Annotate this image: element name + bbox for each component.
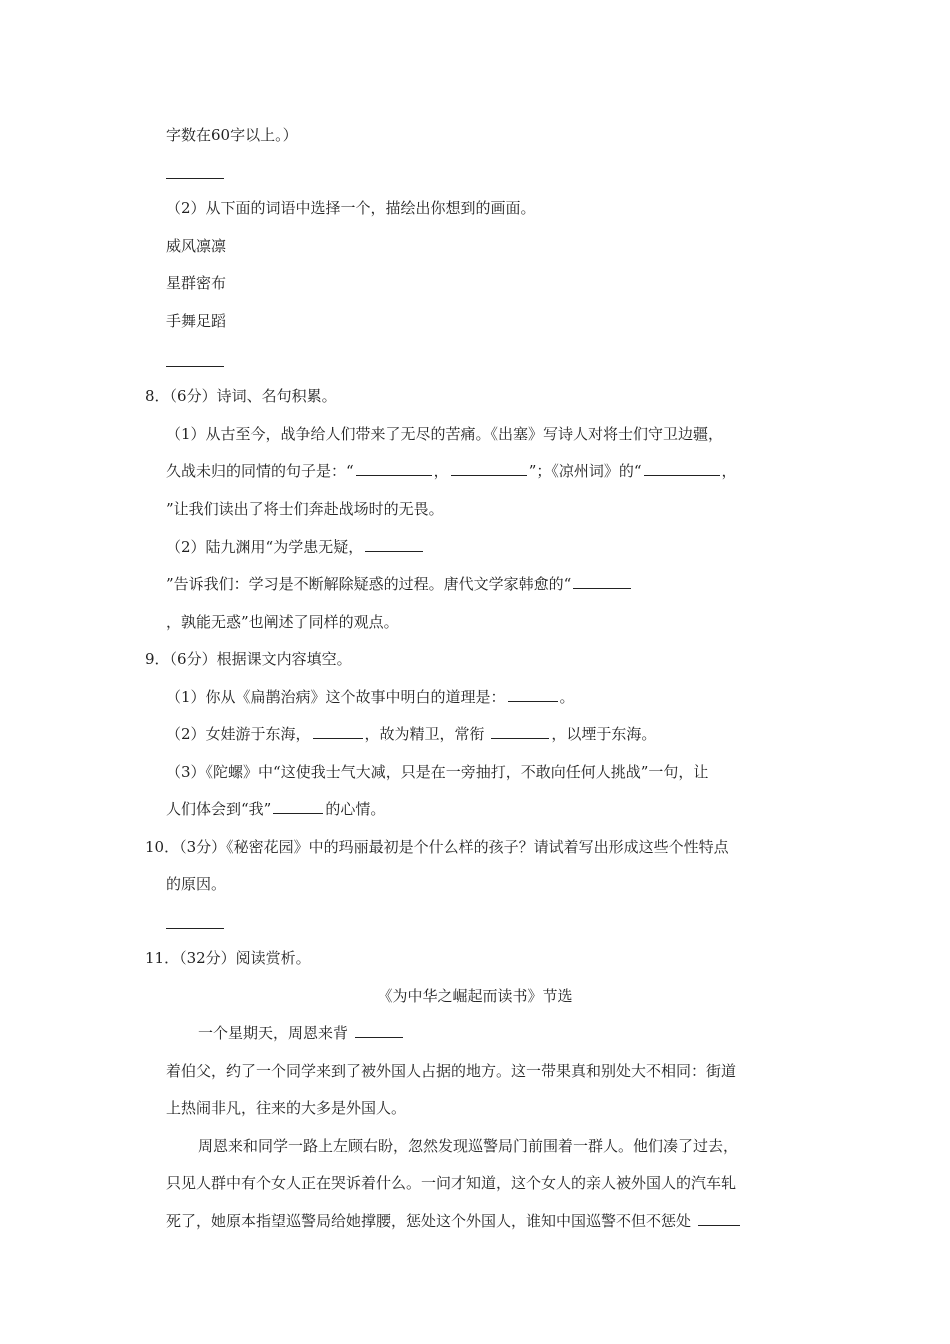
q9-number: 9． (145, 650, 170, 668)
q9-p3-text-b: 的心情。 (325, 800, 386, 818)
q8-blank-5[interactable] (573, 574, 631, 589)
q10-line2: 的原因。 (166, 875, 227, 893)
passage-blank-1[interactable] (355, 1023, 403, 1038)
q9-p3-line2 (166, 799, 385, 819)
q7-word-1: 威风凛凛 (166, 237, 227, 255)
q8-p1-text-b: ， (433, 462, 449, 480)
q9-blank-1[interactable] (508, 687, 558, 702)
q8-p1-line3: ”让我们读出了将士们奔赴战场时的无畏。 (166, 500, 444, 518)
q10-answer-blank[interactable] (166, 928, 224, 929)
q9-heading (145, 649, 352, 669)
q8-p1-text-d: ， (721, 462, 737, 480)
q7-sub2-stem: （2）从下面的词语中选择一个，描绘出你想到的画面。 (166, 199, 536, 217)
q9-p1-text-b: 。 (559, 688, 575, 706)
q9-p1 (166, 687, 575, 707)
passage-para2-line3 (166, 1211, 742, 1231)
q9-p2-text-c: ，以堙于东海。 (551, 725, 657, 743)
passage-para1-line1 (198, 1023, 405, 1043)
q9-p2-text-b: ，故为精卫，常衔 (364, 725, 490, 743)
q7-answer-blank-2[interactable] (166, 366, 224, 367)
q7-word-2: 星群密布 (166, 274, 227, 292)
q9-p2 (166, 724, 656, 744)
passage-para2-line1: 周恩来和同学一路上左顾右盼，忽然发现巡警局门前围着一群人。他们凑了过去， (198, 1137, 739, 1155)
q7-answer-blank-1[interactable] (166, 178, 224, 179)
q8-p1-text-a: 久战未归的同情的句子是：“ (166, 462, 354, 480)
q9-p2-text-a: （2）女娃游于东海， (166, 725, 311, 743)
passage-para1-line3: 上热闹非凡，往来的大多是外国人。 (166, 1099, 407, 1117)
q10-text-1: （3分）《秘密花园》中的玛丽最初是个什么样的孩子？请试着写出形成这些个性特点 (179, 838, 729, 856)
q8-blank-2[interactable] (451, 461, 527, 476)
q10-number: 10． (145, 838, 180, 856)
q8-blank-4[interactable] (365, 537, 423, 552)
passage-blank-2[interactable] (698, 1211, 740, 1226)
q8-heading (145, 386, 337, 406)
q8-p1-line2 (166, 461, 737, 481)
q9-p1-text-a: （1）你从《扁鹊治病》这个故事中明白的道理是： (166, 688, 506, 706)
q8-number: 8． (145, 387, 170, 405)
q7-word-3: 手舞足蹈 (166, 312, 227, 330)
q8-title: （6分）诗词、名句积累。 (169, 387, 337, 405)
q11-number: 11． (145, 949, 180, 967)
q11-heading (145, 948, 311, 968)
passage-para1-text-a: 一个星期天，周恩来背 (198, 1024, 353, 1042)
q9-title: （6分）根据课文内容填空。 (169, 650, 352, 668)
q9-blank-2[interactable] (313, 724, 363, 739)
q8-p2-line3: ，孰能无惑”也阐述了同样的观点。 (166, 613, 399, 631)
q8-p2-text-a: （2）陆九渊用“为学患无疑， (166, 538, 364, 556)
q8-p1-text-c: ”；《凉州词》的“ (528, 462, 642, 480)
passage-title: 《为中华之崛起而读书》节选 (377, 987, 573, 1005)
passage-para2-line2: 只见人群中有个女人正在哭诉着什么。一问才知道，这个女人的亲人被外国人的汽车轧 (166, 1174, 737, 1192)
q10-line1 (145, 837, 729, 857)
q9-blank-3[interactable] (491, 724, 549, 739)
q7-continuation-text: 字数在60字以上。） (166, 126, 298, 144)
q8-p2-line2 (166, 574, 633, 594)
passage-para1-line2: 着伯父，约了一个同学来到了被外国人占据的地方。这一带果真和别处大不相同：街道 (166, 1062, 737, 1080)
q8-p2-line1 (166, 537, 425, 557)
q8-p2-text-b: ”告诉我们：学习是不断解除疑惑的过程。唐代文学家韩愈的“ (166, 575, 572, 593)
q8-blank-1[interactable] (356, 461, 432, 476)
q9-blank-4[interactable] (273, 799, 323, 814)
q9-p3-text-a: 人们体会到“我” (166, 800, 272, 818)
q11-title: （32分）阅读赏析。 (179, 949, 311, 967)
q9-p3-line1: （3）《陀螺》中“这使我士气大减，只是在一旁抽打，不敢向任何人挑战”一句，让 (166, 763, 709, 781)
q8-blank-3[interactable] (644, 461, 720, 476)
passage-para2-text-c: 死了，她原本指望巡警局给她撑腰，惩处这个外国人，谁知中国巡警不但不惩处 (166, 1212, 696, 1230)
q8-p1-line1: （1）从古至今，战争给人们带来了无尽的苦痛。《出塞》写诗人对将士们守卫边疆， (166, 425, 724, 443)
